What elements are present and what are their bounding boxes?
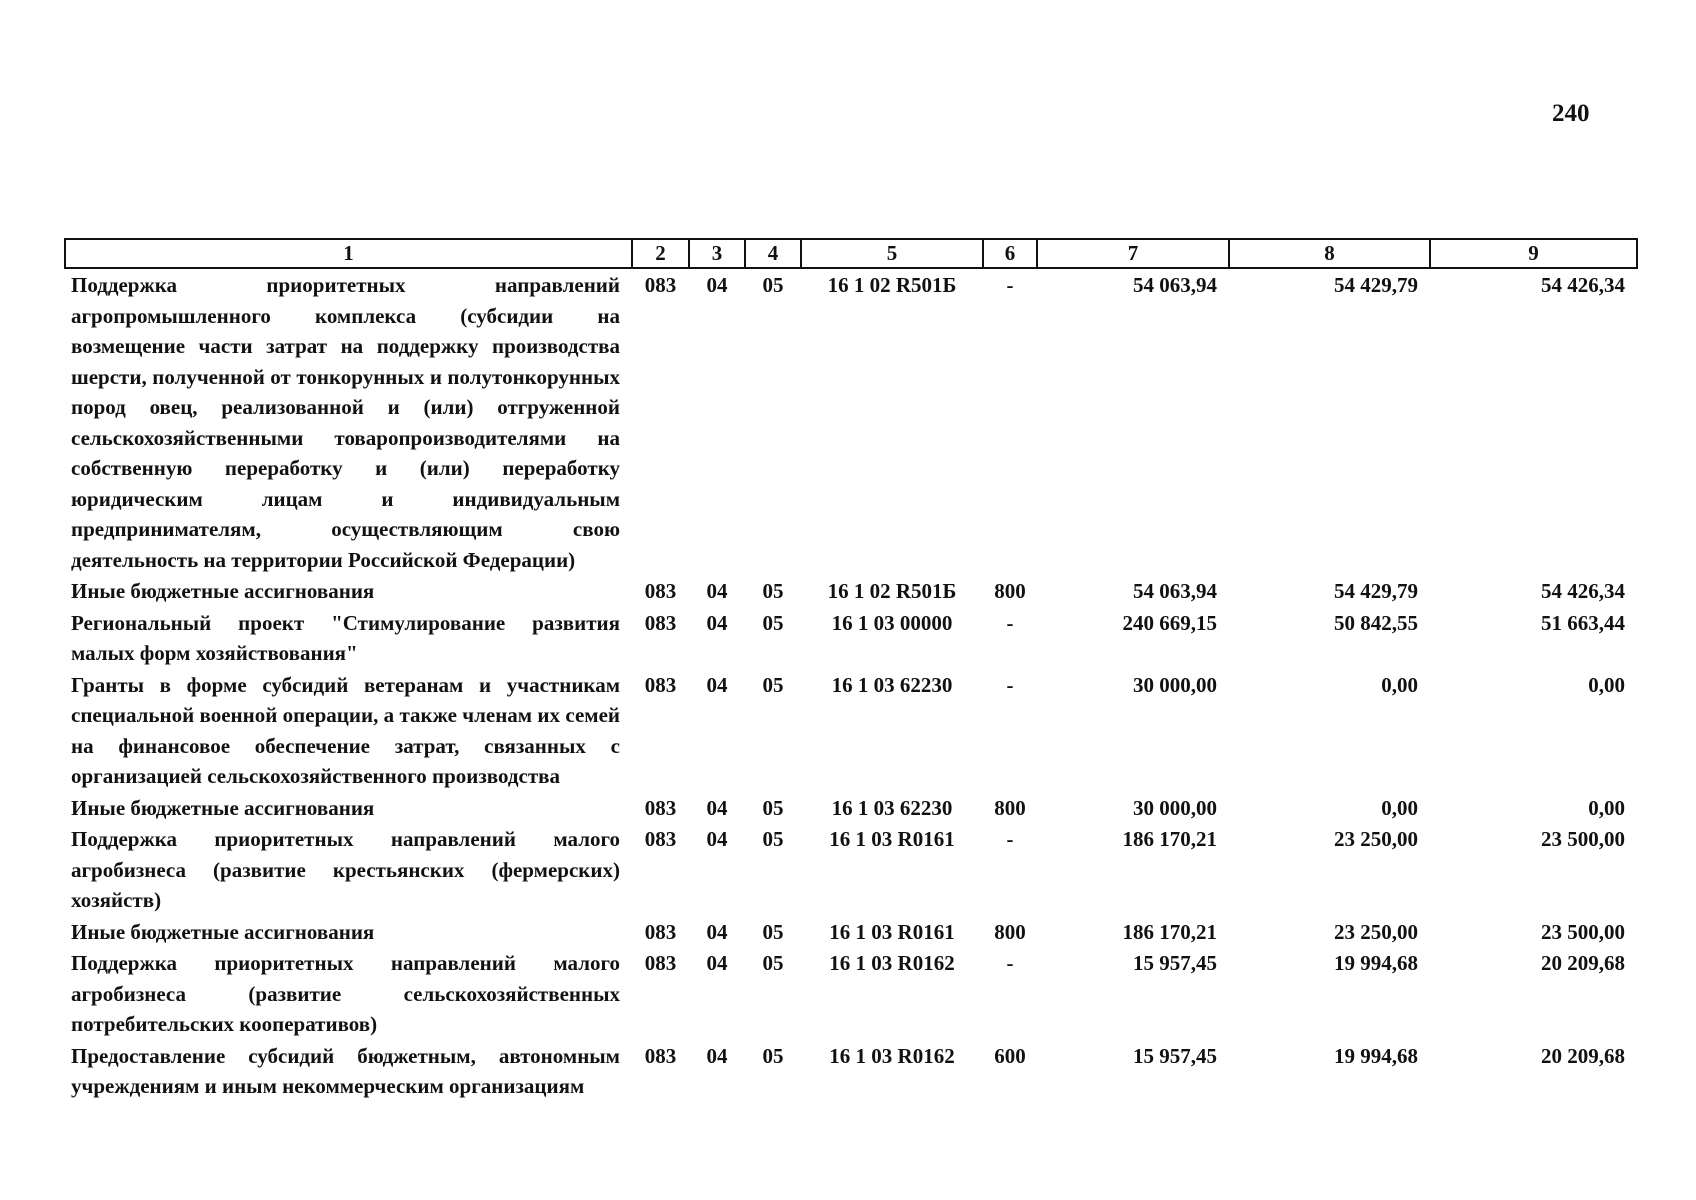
- row-col-7: 15 957,45: [1133, 1043, 1217, 1068]
- row-col-2: 083: [644, 672, 677, 697]
- row-col-9: 20 209,68: [1541, 1043, 1625, 1068]
- row-col-2: 083: [644, 919, 677, 944]
- row-col-6: -: [1006, 273, 1014, 297]
- row-col-5: 16 1 03 R0162: [829, 951, 955, 975]
- row-description: Региональный проект "Стимулирование развития малых форм хозяйствования": [71, 610, 620, 665]
- row-col-4: 05: [762, 795, 784, 820]
- row-col-2: 083: [644, 827, 677, 851]
- row-col-8: 54 429,79: [1334, 579, 1418, 603]
- row-col-4: 05: [762, 273, 784, 297]
- row-col-9: 54 426,34: [1541, 273, 1625, 297]
- row-col-4: 05: [762, 610, 784, 635]
- row-col-9: 23 500,00: [1541, 827, 1625, 851]
- row-col-5: 16 1 03 00000: [831, 610, 953, 635]
- header-col-5: 5: [801, 239, 983, 268]
- row-col-6: -: [1006, 827, 1014, 851]
- table-row: [65, 947, 1637, 1040]
- row-col-6: -: [1006, 610, 1014, 635]
- table-row: [65, 792, 1637, 824]
- row-col-2: 083: [644, 1043, 677, 1068]
- table-row: [65, 268, 1637, 575]
- row-col-5: 16 1 02 R501Б: [827, 579, 957, 603]
- row-col-4: 05: [762, 827, 784, 851]
- row-col-4: 05: [762, 1043, 784, 1068]
- row-col-7: 54 063,94: [1133, 579, 1217, 603]
- row-col-8: 54 429,79: [1334, 273, 1418, 297]
- row-col-6: 800: [994, 795, 1026, 820]
- row-col-6: 800: [994, 919, 1026, 944]
- table-row: [65, 823, 1637, 916]
- header-col-1: 1: [65, 239, 632, 268]
- row-description: Поддержка приоритетных направлений малого агробизнеса (развитие крестьянских (фермерских) хозяйств): [71, 827, 620, 912]
- row-description: Поддержка приоритетных направлений агропромышленного комплекса (субсидии на возмещение части затрат на поддержку производства шерсти, полученной от тонкорунных и полутонкорунных пород овец, реализованной и (или) отгруженной сельскохозяйственными товаропроизводителями на собственную переработку и (или) переработку юридическим лицам и индивидуальным предпринимателям, осуществляющим свою деятельность на территории Российской Федерации): [71, 273, 620, 572]
- row-col-2: 083: [644, 951, 677, 975]
- row-col-7: 15 957,45: [1133, 951, 1217, 975]
- row-col-2: 083: [644, 610, 677, 635]
- row-col-3: 04: [706, 610, 728, 635]
- page-number: 240: [1552, 100, 1590, 127]
- row-col-8: 50 842,55: [1334, 610, 1418, 635]
- row-description: Иные бюджетные ассигнования: [71, 919, 375, 944]
- row-col-9: 20 209,68: [1541, 951, 1625, 975]
- row-col-3: 04: [706, 827, 728, 851]
- row-col-5: 16 1 02 R501Б: [827, 273, 957, 297]
- row-col-7: 54 063,94: [1133, 273, 1217, 297]
- row-col-8: 23 250,00: [1334, 919, 1418, 944]
- header-col-6: 6: [983, 239, 1037, 268]
- row-col-6: -: [1006, 672, 1014, 697]
- row-col-4: 05: [762, 919, 784, 944]
- table-row: [65, 575, 1637, 607]
- row-col-3: 04: [706, 579, 728, 603]
- row-col-8: 0,00: [1381, 672, 1418, 697]
- table-row: [65, 1040, 1637, 1102]
- budget-table: [64, 238, 1638, 1102]
- table-row: [65, 607, 1637, 669]
- row-col-8: 19 994,68: [1334, 951, 1418, 975]
- row-col-5: 16 1 03 62230: [831, 672, 953, 697]
- row-description: Предоставление субсидий бюджетным, автономным учреждениям и иным некоммерческим организациям: [71, 1043, 620, 1098]
- row-description: Иные бюджетные ассигнования: [71, 579, 375, 603]
- row-col-6: -: [1006, 951, 1014, 975]
- row-col-3: 04: [706, 795, 728, 820]
- row-col-5: 16 1 03 62230: [831, 795, 953, 820]
- header-col-9: 9: [1430, 239, 1637, 268]
- row-description: Поддержка приоритетных направлений малого агробизнеса (развитие сельскохозяйственных потребительских кооперативов): [71, 951, 620, 1036]
- header-col-7: 7: [1037, 239, 1229, 268]
- row-col-4: 05: [762, 672, 784, 697]
- row-col-9: 0,00: [1588, 795, 1625, 820]
- row-col-7: 240 669,15: [1122, 610, 1217, 635]
- table-row: [65, 916, 1637, 948]
- row-col-3: 04: [706, 951, 728, 975]
- row-col-6: 600: [994, 1043, 1026, 1068]
- header-row: [65, 239, 1637, 268]
- row-col-9: 54 426,34: [1541, 579, 1625, 603]
- header-col-3: 3: [689, 239, 745, 268]
- row-col-3: 04: [706, 273, 728, 297]
- row-description: Гранты в форме субсидий ветеранам и участникам специальной военной операции, а также членам их семей на финансовое обеспечение затрат, связанных с организацией сельскохозяйственного производства: [71, 672, 620, 788]
- row-col-9: 0,00: [1588, 672, 1625, 697]
- row-col-2: 083: [644, 579, 677, 603]
- row-col-5: 16 1 03 R0161: [829, 919, 955, 944]
- row-col-7: 30 000,00: [1133, 795, 1217, 820]
- row-description: Иные бюджетные ассигнования: [71, 795, 375, 820]
- row-col-3: 04: [706, 919, 728, 944]
- row-col-7: 30 000,00: [1133, 672, 1217, 697]
- row-col-6: 800: [994, 579, 1026, 603]
- header-col-4: 4: [745, 239, 801, 268]
- row-col-8: 23 250,00: [1334, 827, 1418, 851]
- row-col-3: 04: [706, 672, 728, 697]
- row-col-4: 05: [762, 579, 784, 603]
- row-col-2: 083: [644, 273, 677, 297]
- header-col-2: 2: [632, 239, 689, 268]
- row-col-5: 16 1 03 R0161: [829, 827, 955, 851]
- row-col-5: 16 1 03 R0162: [829, 1043, 955, 1068]
- row-col-2: 083: [644, 795, 677, 820]
- table-row: [65, 669, 1637, 792]
- row-col-3: 04: [706, 1043, 728, 1068]
- row-col-8: 19 994,68: [1334, 1043, 1418, 1068]
- header-col-8: 8: [1229, 239, 1430, 268]
- row-col-8: 0,00: [1381, 795, 1418, 820]
- row-col-4: 05: [762, 951, 784, 975]
- row-col-9: 51 663,44: [1541, 610, 1625, 635]
- row-col-9: 23 500,00: [1541, 919, 1625, 944]
- row-col-7: 186 170,21: [1122, 919, 1217, 944]
- row-col-7: 186 170,21: [1122, 827, 1217, 851]
